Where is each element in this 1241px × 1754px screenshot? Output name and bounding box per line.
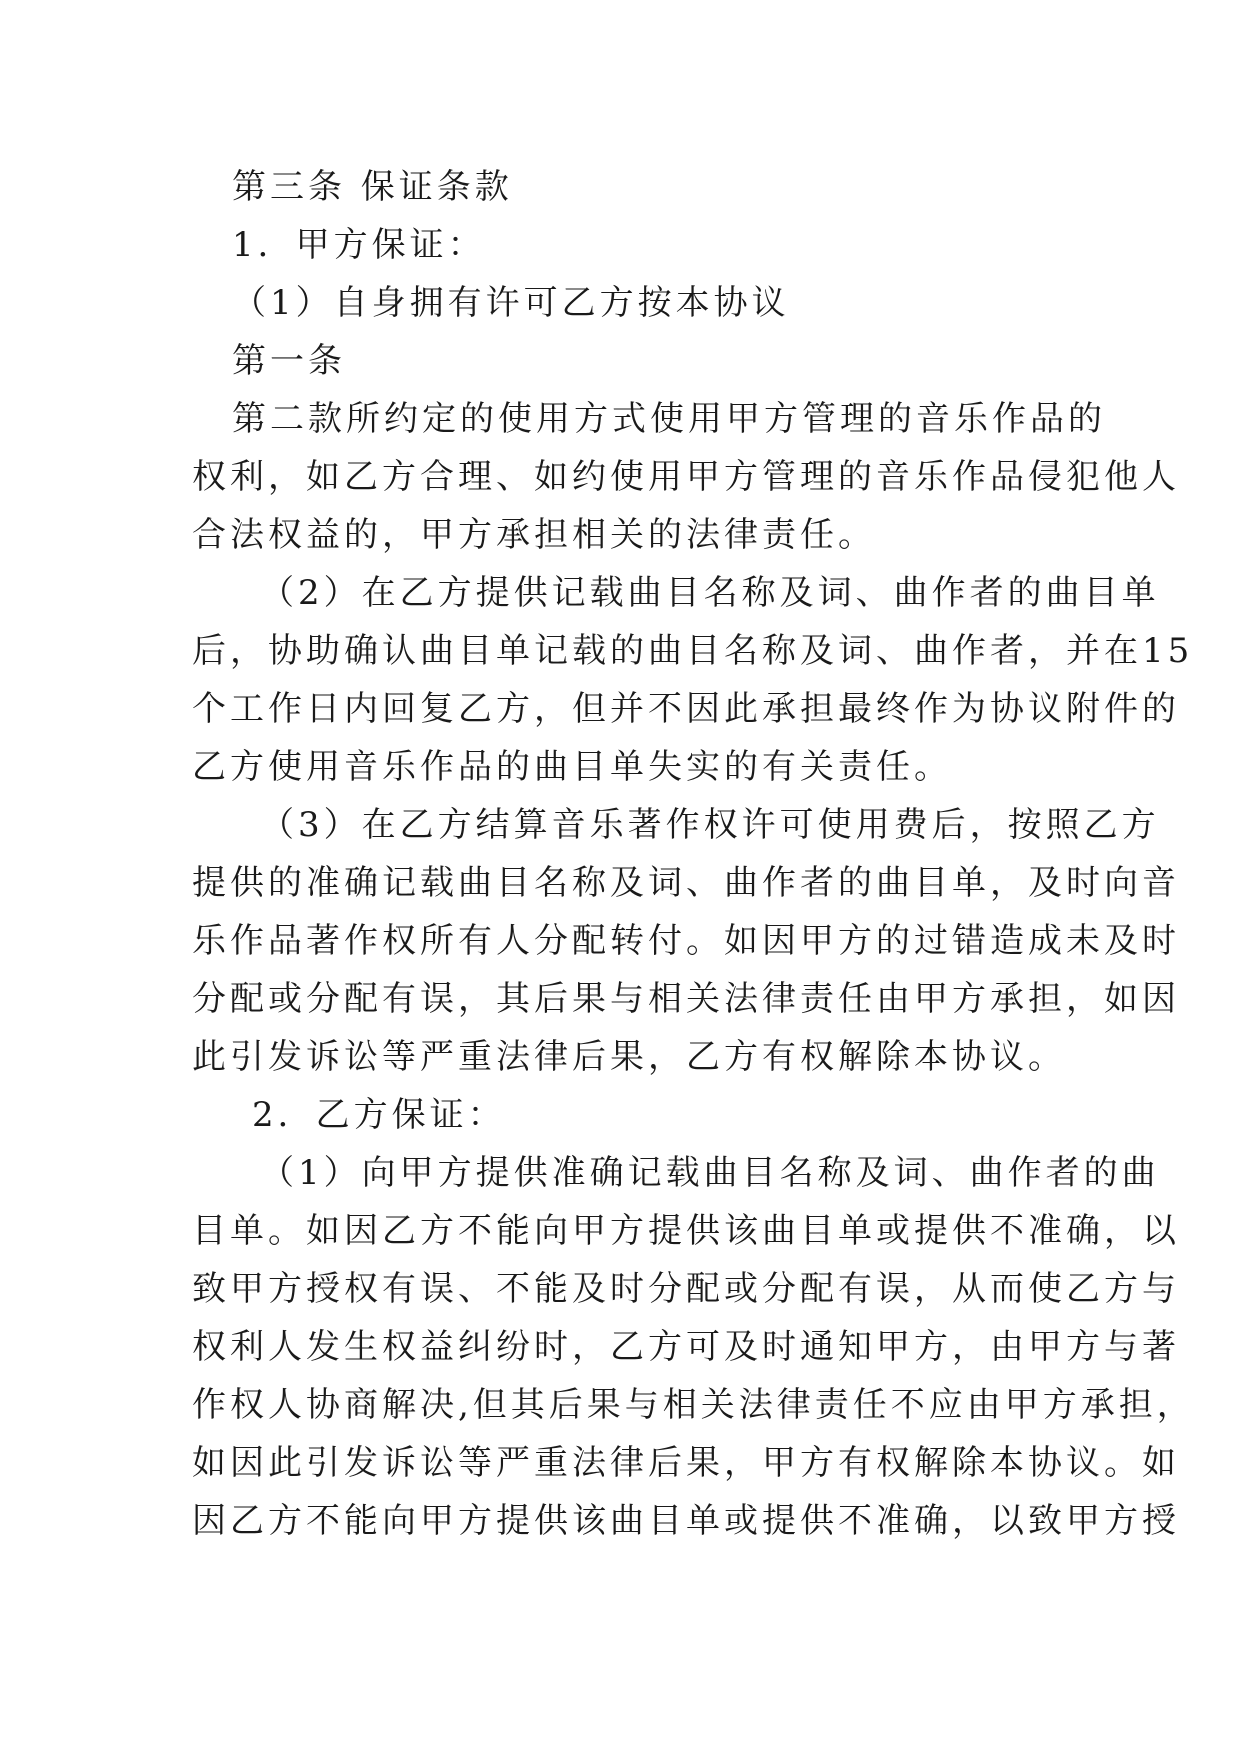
paragraph-line: 目单。如因乙方不能向甲方提供该曲目单或提供不准确，以 xyxy=(192,1211,1180,1251)
paragraph-line: 乐作品著作权所有人分配转付。如因甲方的过错造成未及时 xyxy=(192,921,1180,961)
paragraph-line: （1）自身拥有许可乙方按本协议 xyxy=(232,283,790,323)
paragraph-line: 如因此引发诉讼等严重法律后果，甲方有权解除本协议。如 xyxy=(192,1443,1180,1483)
paragraph-line: 提供的准确记载曲目名称及词、曲作者的曲目单，及时向音 xyxy=(192,863,1180,903)
paragraph-line: 权利，如乙方合理、如约使用甲方管理的音乐作品侵犯他人 xyxy=(192,457,1180,497)
paragraph-line: 第一条 xyxy=(232,341,346,381)
paragraph-line: 个工作日内回复乙方，但并不因此承担最终作为协议附件的 xyxy=(192,689,1180,729)
paragraph-line: 后，协助确认曲目单记载的曲目名称及词、曲作者，并在15 xyxy=(192,631,1194,671)
section-heading: 第三条 保证条款 xyxy=(232,167,513,207)
party-a-heading: 1．甲方保证： xyxy=(232,225,486,265)
paragraph-line: 致甲方授权有误、不能及时分配或分配有误，从而使乙方与 xyxy=(192,1269,1180,1309)
paragraph-line: 此引发诉讼等严重法律后果，乙方有权解除本协议。 xyxy=(192,1037,1066,1077)
paragraph-line: 权利人发生权益纠纷时，乙方可及时通知甲方，由甲方与著 xyxy=(192,1327,1180,1367)
paragraph-line: 作权人协商解决,但其后果与相关法律责任不应由甲方承担， xyxy=(192,1385,1195,1425)
paragraph-line: （2）在乙方提供记载曲目名称及词、曲作者的曲目单 xyxy=(260,573,1160,613)
party-b-heading: 2．乙方保证： xyxy=(252,1095,506,1135)
paragraph-line: （1）向甲方提供准确记载曲目名称及词、曲作者的曲 xyxy=(260,1153,1160,1193)
paragraph-line: 乙方使用音乐作品的曲目单失实的有关责任。 xyxy=(192,747,952,787)
paragraph-line: 第二款所约定的使用方式使用甲方管理的音乐作品的 xyxy=(232,399,1106,439)
document-body xyxy=(192,158,1195,1550)
paragraph-line: 合法权益的，甲方承担相关的法律责任。 xyxy=(192,515,876,555)
paragraph-line: （3）在乙方结算音乐著作权许可使用费后，按照乙方 xyxy=(260,805,1160,845)
paragraph-line: 因乙方不能向甲方提供该曲目单或提供不准确，以致甲方授 xyxy=(192,1501,1180,1541)
paragraph-line: 分配或分配有误，其后果与相关法律责任由甲方承担，如因 xyxy=(192,979,1180,1019)
